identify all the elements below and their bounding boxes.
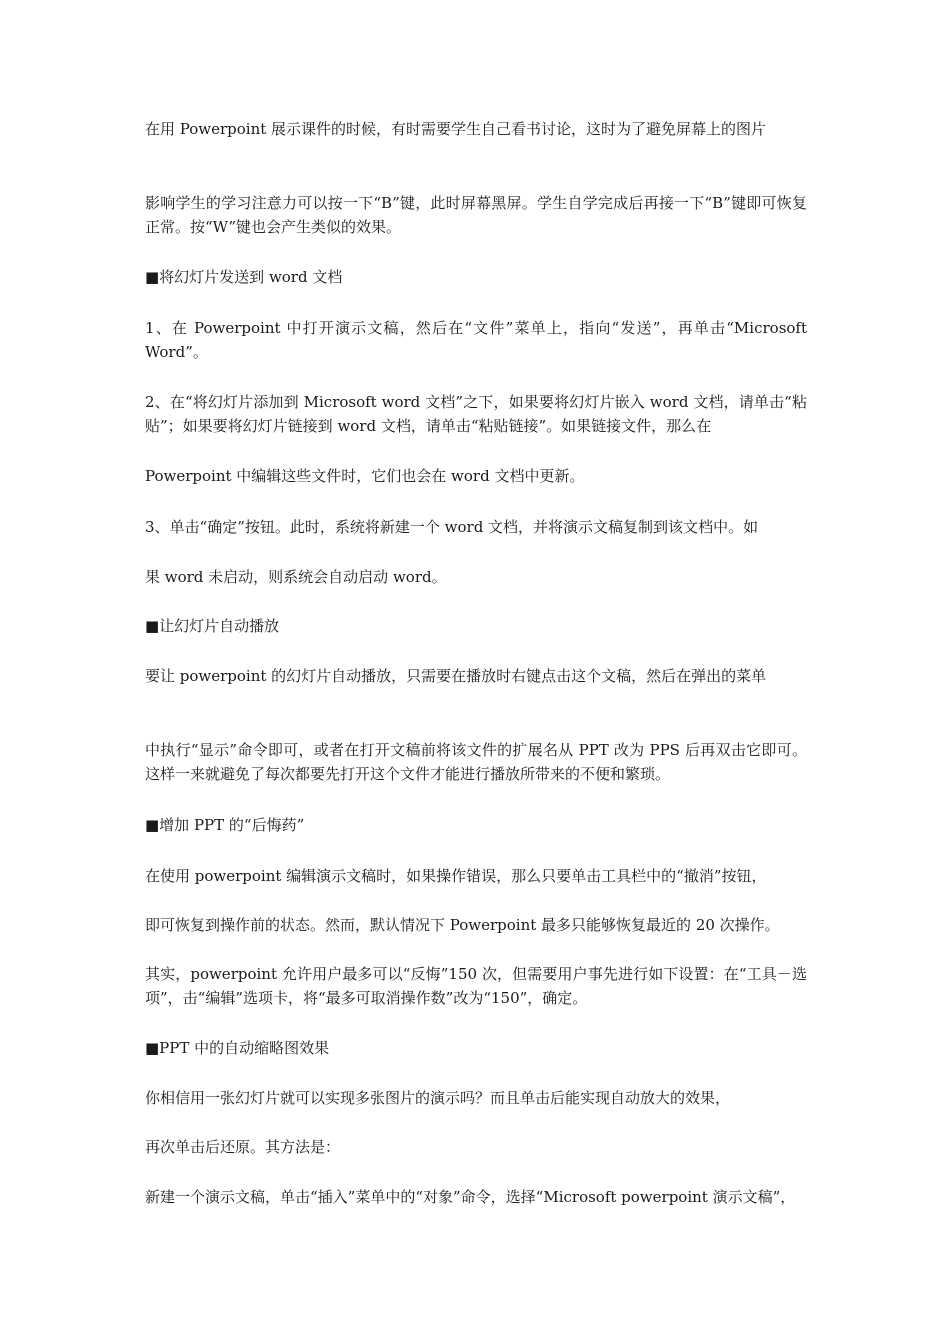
paragraph-auto-play-1: 要让 powerpoint 的幻灯片自动播放，只需要在播放时右键点击这个文稿，然后在弹出的菜单 — [145, 667, 767, 685]
paragraph-intro-1: 在用 Powerpoint 展示课件的时候，有时需要学生自己看书讨论，这时为了避免屏幕上的图片 — [145, 120, 767, 138]
paragraph-undo-2: 即可恢复到操作前的状态。然而，默认情况下 Powerpoint 最多只能够恢复最近的 20 次操作。 — [145, 916, 780, 934]
paragraph-step-1: 1、在 Powerpoint 中打开演示文稿，然后在“文件”菜单上，指向“发送”，再单击“Microsoft Word”。 — [145, 319, 807, 361]
paragraph-intro-2: 影响学生的学习注意力可以按一下“B”键，此时屏幕黑屏。学生自学完成后再接一下“B”键即可恢复正常。按“W”键也会产生类似的效果。 — [145, 194, 807, 236]
paragraph-step-3: 3、单击“确定”按钮。此时，系统将新建一个 word 文档，并将演示文稿复制到该文档中。如 — [145, 518, 759, 536]
heading-send-to-word: ■将幻灯片发送到 word 文档 — [145, 268, 343, 286]
paragraph-undo-1: 在使用 powerpoint 编辑演示文稿时，如果操作错误，那么只要单击工具栏中的“撤消”按钮， — [145, 867, 767, 885]
paragraph-undo-3: 其实，powerpoint 允许用户最多可以“反悔”150 次，但需要用户事先进行如下设置：在“工具－选项”，击“编辑”选项卡，将“最多可取消操作数”改为“150”，确定。 — [145, 965, 807, 1007]
heading-thumbnail: ■PPT 中的自动缩略图效果 — [145, 1039, 330, 1057]
paragraph-thumbnail-1: 你相信用一张幻灯片就可以实现多张图片的演示吗？而且单击后能实现自动放大的效果， — [145, 1089, 731, 1107]
heading-auto-play: ■让幻灯片自动播放 — [145, 617, 280, 635]
paragraph-step-3-cont: 果 word 未启动，则系统会自动启动 word。 — [145, 568, 447, 586]
paragraph-auto-play-2: 中执行“显示”命令即可，或者在打开文稿前将该文件的扩展名从 PPT 改为 PPS 后再双击它即可。这样一来就避免了每次都要先打开这个文件才能进行播放所带来的不便和繁琐。 — [145, 741, 807, 783]
paragraph-step-2-cont: Powerpoint 中编辑这些文件时，它们也会在 word 文档中更新。 — [145, 467, 585, 485]
heading-undo: ■增加 PPT 的“后悔药” — [145, 816, 305, 834]
paragraph-thumbnail-2: 再次单击后还原。其方法是： — [145, 1138, 341, 1156]
paragraph-step-2: 2、在“将幻灯片添加到 Microsoft word 文档”之下，如果要将幻灯片嵌入 word 文档，请单击“粘贴”；如果要将幻灯片链接到 word 文档，请单击“粘贴链接”。如果链接文件，那么在 — [145, 393, 807, 435]
paragraph-thumbnail-3: 新建一个演示文稿，单击“插入”菜单中的“对象”命令，选择“Microsoft powerpoint 演示文稿”， — [145, 1188, 796, 1206]
